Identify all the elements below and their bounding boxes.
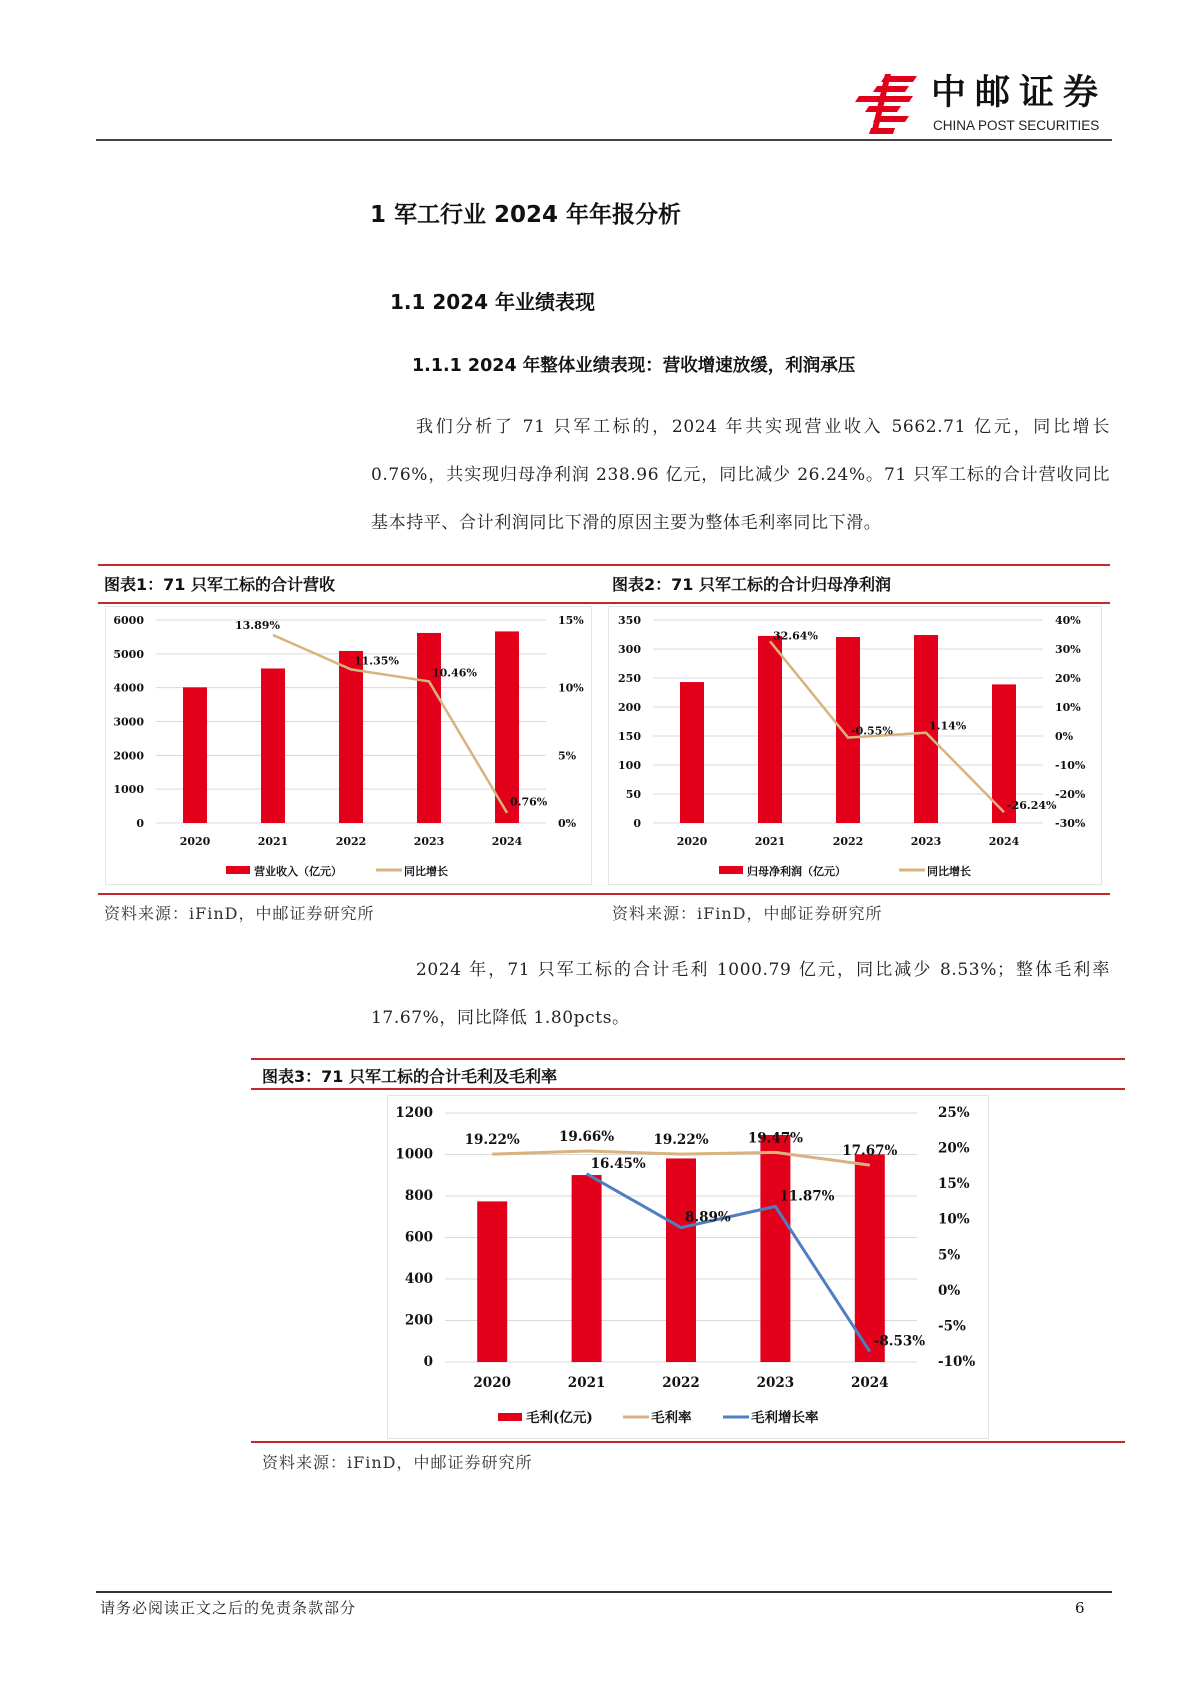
y-right-tick-label: 5% [938, 1247, 961, 1264]
y-right-tick-label: 15% [938, 1176, 970, 1193]
figure-top-rule [98, 564, 1110, 566]
logo-text-en: CHINA POST SECURITIES [933, 118, 1100, 133]
bar-2022 [339, 651, 363, 823]
y-left-tick-label: 0 [423, 1354, 433, 1370]
bar-2020 [477, 1201, 507, 1362]
y-right-tick-label: -20% [1055, 788, 1086, 801]
x-tick-label: 2024 [851, 1375, 889, 1391]
y-left-tick-label: 150 [618, 730, 641, 743]
y-left-tick-label: 400 [404, 1271, 433, 1287]
data-label: 17.67% [842, 1143, 898, 1160]
bar-2024 [495, 631, 519, 823]
data-label: -0.55% [851, 724, 893, 738]
y-left-tick-label: 1000 [113, 783, 144, 797]
x-tick-label: 2020 [676, 835, 708, 848]
y-right-tick-label: 0% [1055, 730, 1074, 743]
data-label: 19.22% [464, 1132, 520, 1149]
legend-label: 毛利率 [651, 1410, 692, 1426]
data-label: -8.53% [873, 1333, 926, 1350]
section-heading-1-1: 1.1 2024 年业绩表现 [390, 290, 596, 314]
section-heading-1-1-1: 1.1.1 2024 年整体业绩表现：营收增速放缓，利润承压 [412, 356, 856, 376]
footer-disclaimer: 请务必阅读正文之后的免责条款部分 [100, 1599, 357, 1617]
y-right-tick-label: 20% [938, 1140, 970, 1157]
page-number: 6 [1075, 1599, 1085, 1617]
y-right-tick-label: 10% [938, 1211, 970, 1228]
y-right-tick-label: 10% [558, 681, 584, 695]
bar-2021 [758, 636, 782, 823]
chart-1-svg [106, 607, 591, 884]
header-rule [96, 139, 1112, 141]
y-left-tick-label: 800 [404, 1188, 433, 1204]
section-heading-1: 1 军工行业 2024 年年报分析 [370, 202, 682, 228]
figure-bottom-rule [98, 893, 1110, 895]
figure-3-top-rule [251, 1058, 1125, 1060]
bar-2020 [680, 682, 704, 823]
y-right-tick-label: 40% [1055, 614, 1081, 627]
data-label: 11.35% [354, 654, 399, 668]
body-paragraph-2: 2024 年，71 只军工标的合计毛利 1000.79 亿元，同比减少 8.53%；整体毛利率 17.67%，同比降低 1.80pcts。 [371, 960, 1110, 1028]
y-right-tick-label: 10% [1055, 701, 1081, 714]
data-label: 0.76% [510, 795, 548, 809]
chart-3 [387, 1095, 989, 1439]
x-tick-label: 2022 [832, 835, 864, 848]
y-left-tick-label: 3000 [113, 715, 144, 729]
figure-2-source: 资料来源：iFinD，中邮证券研究所 [612, 904, 883, 923]
data-label: 10.46% [432, 666, 477, 680]
y-left-tick-label: 600 [404, 1229, 433, 1246]
legend-label: 毛利(亿元) [526, 1410, 593, 1426]
y-right-tick-label: -5% [938, 1318, 966, 1335]
x-tick-label: 2020 [473, 1375, 511, 1391]
x-tick-label: 2022 [662, 1375, 700, 1391]
legend-label: 同比增长 [927, 865, 971, 878]
legend-label: 归母净利润（亿元） [747, 865, 846, 878]
data-label: 16.45% [590, 1155, 646, 1172]
x-tick-label: 2023 [910, 835, 942, 848]
x-tick-label: 2023 [413, 835, 445, 848]
y-right-tick-label: -10% [1055, 759, 1086, 772]
bar-2021 [572, 1175, 602, 1362]
legend-label: 毛利增长率 [751, 1410, 819, 1426]
bar-2023 [417, 633, 441, 823]
body-paragraph-1: 我们分析了 71 只军工标的，2024 年共实现营业收入 5662.71 亿元，同比增长 0.76%，共实现归母净利润 238.96 亿元，同比减少 26.24%。71 只军工标的合计营收同比基本持平、合计利润同比下滑的原因主要为整体毛利率同比下滑。 [371, 417, 1110, 533]
logo-text-cn: 中邮证券 [931, 73, 1108, 113]
y-left-tick-label: 4000 [113, 681, 144, 695]
data-label: 13.89% [235, 619, 280, 633]
y-left-tick-label: 6000 [113, 614, 144, 627]
legend-swatch-bar [226, 866, 250, 874]
figure-title-rule [98, 602, 1110, 604]
bar-2021 [261, 668, 285, 823]
data-label: 19.66% [559, 1128, 615, 1145]
x-tick-label: 2022 [335, 835, 367, 848]
bar-2023 [760, 1135, 790, 1362]
y-left-tick-label: 300 [618, 643, 641, 656]
x-tick-label: 2023 [756, 1375, 795, 1391]
figure-2-title: 图表2：71 只军工标的合计归母净利润 [612, 575, 891, 594]
legend-label: 同比增长 [404, 865, 448, 878]
chart-2 [608, 606, 1102, 885]
y-left-tick-label: 200 [404, 1312, 433, 1329]
x-tick-label: 2024 [988, 835, 1020, 848]
y-left-tick-label: 350 [618, 614, 641, 627]
chart-2-svg [609, 607, 1101, 884]
data-label: 1.14% [929, 719, 967, 733]
bar-2022 [666, 1158, 696, 1362]
data-label: 8.89% [685, 1209, 731, 1226]
data-label: 19.22% [653, 1132, 709, 1149]
data-label: -26.24% [1007, 799, 1057, 813]
x-tick-label: 2021 [257, 835, 289, 848]
company-logo [855, 74, 1115, 136]
legend-swatch-bar [498, 1413, 522, 1421]
data-label: 11.87% [779, 1188, 835, 1205]
y-left-tick-label: 0 [136, 817, 144, 830]
chart-1 [105, 606, 592, 885]
y-right-tick-label: 0% [938, 1282, 961, 1299]
y-left-tick-label: 100 [618, 759, 641, 772]
figure-1-source: 资料来源：iFinD，中邮证券研究所 [104, 904, 375, 923]
figure-3-bottom-rule [251, 1441, 1125, 1443]
x-tick-label: 2021 [754, 835, 786, 848]
y-right-tick-label: 15% [558, 614, 584, 627]
data-label: 32.64% [773, 629, 818, 643]
figure-3-source: 资料来源：iFinD，中邮证券研究所 [262, 1453, 533, 1472]
y-right-tick-label: 25% [938, 1105, 970, 1121]
y-left-tick-label: 50 [625, 788, 641, 801]
footer-rule [96, 1591, 1112, 1593]
y-right-tick-label: 0% [558, 817, 577, 830]
chart-3-svg [388, 1096, 988, 1438]
x-tick-label: 2020 [179, 835, 211, 848]
y-left-tick-label: 5000 [113, 647, 144, 661]
y-right-tick-label: -30% [1055, 817, 1086, 830]
figure-3-title-rule [251, 1088, 1125, 1090]
bar-2020 [183, 687, 207, 823]
y-left-tick-label: 1000 [395, 1146, 433, 1163]
bar-2024 [855, 1154, 885, 1362]
legend-swatch-bar [719, 866, 743, 874]
y-right-tick-label: 5% [558, 749, 577, 763]
x-tick-label: 2021 [567, 1375, 606, 1391]
data-label: 19.47% [747, 1130, 803, 1147]
y-left-tick-label: 0 [633, 817, 641, 830]
y-right-tick-label: 20% [1055, 672, 1081, 685]
y-left-tick-label: 1200 [395, 1105, 433, 1121]
china-post-logo-icon [855, 74, 925, 136]
y-right-tick-label: 30% [1055, 643, 1081, 656]
y-left-tick-label: 200 [618, 701, 641, 714]
figure-1-title: 图表1：71 只军工标的合计营收 [104, 575, 335, 594]
y-left-tick-label: 250 [618, 672, 641, 685]
x-tick-label: 2024 [491, 835, 523, 848]
figure-3-title: 图表3：71 只军工标的合计毛利及毛利率 [262, 1067, 557, 1086]
y-left-tick-label: 2000 [113, 749, 144, 763]
legend-label: 营业收入（亿元） [254, 865, 342, 878]
y-right-tick-label: -10% [938, 1354, 976, 1370]
